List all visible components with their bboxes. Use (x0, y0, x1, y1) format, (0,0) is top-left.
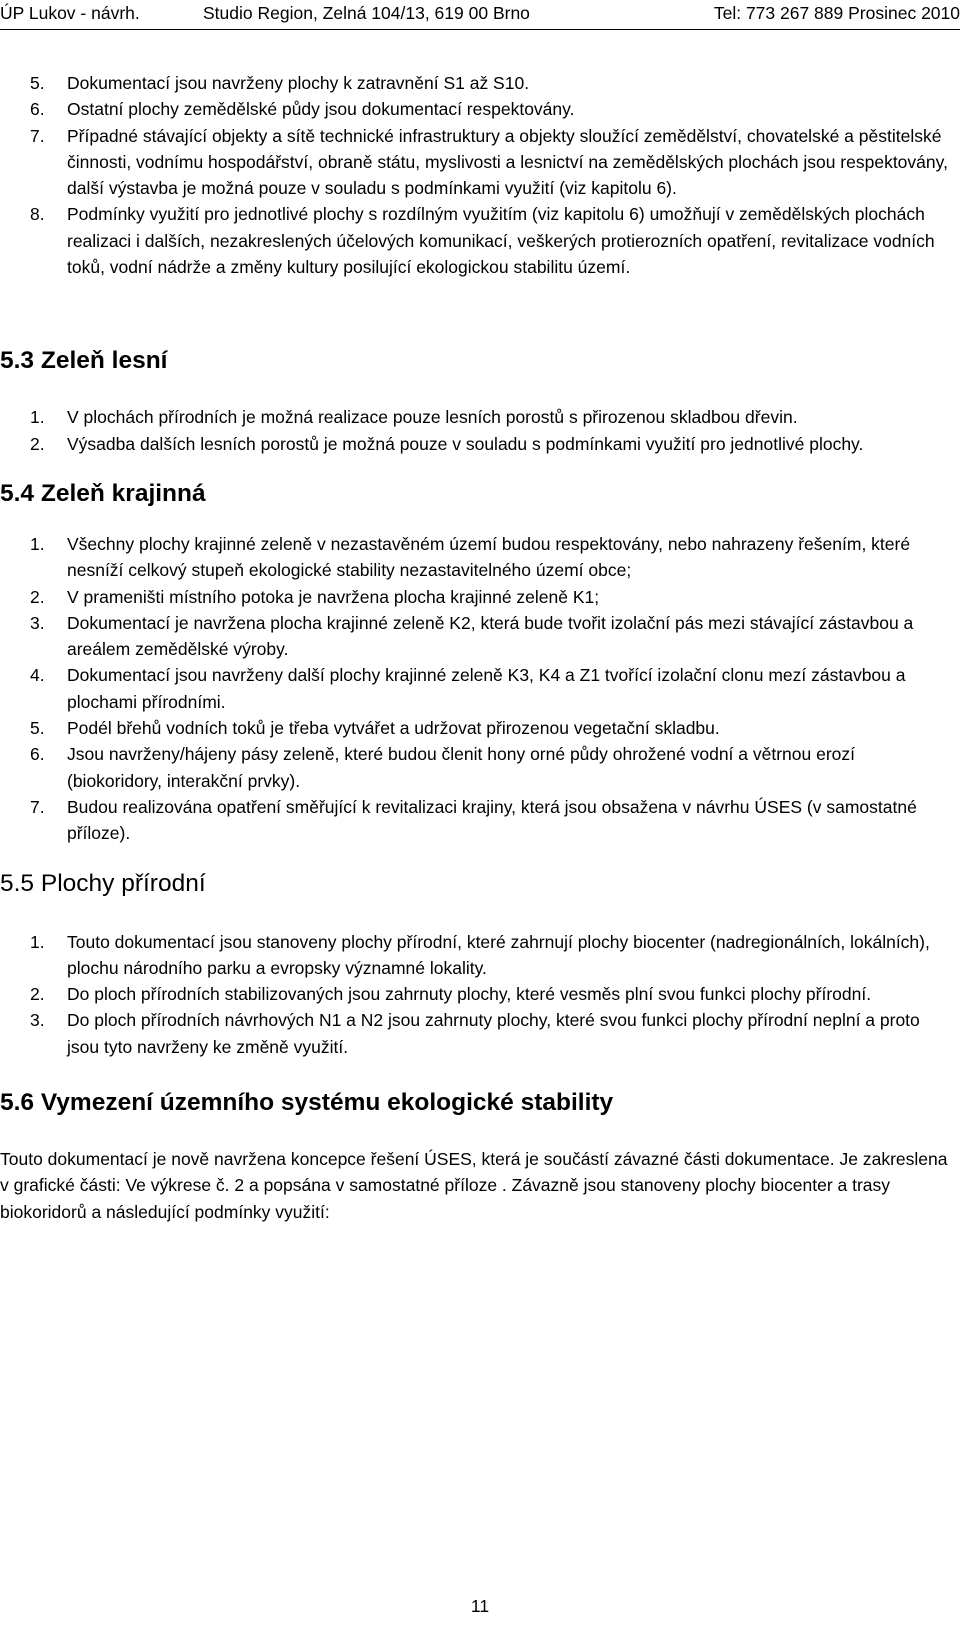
list-item: 1. Všechny plochy krajinné zeleně v nezastavěném území budou respektovány, nebo nahrazeny řešením, které nesníží celkový stupeň ekologické stability nezastavitelného území obce; (30, 533, 911, 581)
list-item: 3. Dokumentací je navržena plocha krajinné zeleně K2, která bude tvořit izolační pás mezi stávající zástavbou a areálem zemědělské výroby. (30, 612, 914, 660)
list-item: 5. Dokumentací jsou navrženy plochy k zatravnění S1 až S10. (30, 73, 530, 93)
list-item: 6. Jsou navrženy/hájeny pásy zeleně, které budou členit hony orné půdy ohrožené vodní a větrnou erozí (biokoridory, interakční prvky). (30, 744, 856, 791)
section-5-3-list (0, 404, 952, 457)
section-5-5-list (0, 929, 952, 1060)
header-center: Studio Region, Zelná 104/13, 619 00 Brno (203, 3, 530, 23)
header-left: ÚP Lukov - návrh. (0, 3, 140, 23)
section-5-4-heading: 5.4 Zeleň krajinná (0, 479, 206, 507)
list-item: 3. Do ploch přírodních návrhových N1 a N2 jsou zahrnuty plochy, které svou funkci plochy přírodní neplní a proto jsou tyto navrženy ke změně využití. (30, 1010, 920, 1057)
list-item: 5. Podél břehů vodních toků je třeba vytvářet a udržovat přirozenou vegetační skladbu. (30, 718, 720, 739)
section-5-5-heading: 5.5 Plochy přírodní (0, 869, 206, 897)
page-number: 11 (470, 1596, 490, 1616)
list-item: 2. V prameništi místního potoka je navržena plocha krajinné zeleně K1; (30, 586, 600, 607)
list-item: 7. Případné stávající objekty a sítě technické infrastruktury a objekty sloužící zemědělství, chovatelské a pěstitelské činnosti, vodnímu hospodářství, obraně státu, myslivosti a lesnictví na zemědělských plochách jsou respektovány, další výstavba je možná pouze v souladu s podmínkami využití (viz kapitolu 6). (30, 125, 948, 199)
list-item: 8. Podmínky využití pro jednotlivé plochy s rozdílným využitím (viz kapitolu 6) umožňují v zemědělských plochách realizaci i dalších, nezakreslených účelových komunikací, veškerých protierozních opatření, revitalizace vodních toků, vodní nádrže a změny kultury posilující ekologickou stabilitu území. (30, 204, 935, 278)
list-item: 6. Ostatní plochy zemědělské půdy jsou dokumentací respektovány. (30, 99, 575, 120)
page-header (0, 0, 960, 30)
list-item: 1. Touto dokumentací jsou stanoveny plochy přírodní, které zahrnují plochy biocenter (nadregionálních, lokálních), plochu národního parku a evropsky významné lokality. (30, 931, 930, 978)
header-rule (0, 29, 960, 30)
list-item: 7. Budou realizována opatření směřující k revitalizaci krajiny, která jsou obsažena v návrhu ÚSES (v samostatné příloze). (30, 796, 917, 844)
document-body (0, 70, 952, 1225)
section-5-6-paragraph: Touto dokumentací je nově navržena koncepce řešení ÚSES, která je součástí závazné části dokumentace. Je zakreslena v grafické části: Ve výkrese č. 2 a popsána v samostatné příloze . Závazně jsou stanoveny plochy biocenter a trasy biokoridorů a následující podmínky využití: (0, 1149, 948, 1222)
list-item: 1. V plochách přírodních je možná realizace pouze lesních porostů s přirozenou skladbou dřevin. (30, 407, 798, 428)
list-top (0, 70, 952, 280)
section-5-3-heading: 5.3 Zeleň lesní (0, 347, 168, 375)
list-item: 2. Výsadba dalších lesních porostů je možná pouze v souladu s podmínkami využití pro jednotlivé plochy. (30, 433, 864, 454)
header-right: Tel: 773 267 889 Prosinec 2010 (713, 3, 960, 23)
section-5-6-heading: 5.6 Vymezení územního systému ekologické stability (0, 1089, 614, 1117)
section-5-4-list (0, 531, 952, 847)
list-item: 2. Do ploch přírodních stabilizovaných jsou zahrnuty plochy, které vesměs plní svou funkci plochy přírodní. (30, 984, 872, 1005)
list-item: 4. Dokumentací jsou navrženy další plochy krajinné zeleně K3, K4 a Z1 tvořící izolační clonu mezí zástavbou a plochami přírodními. (30, 665, 906, 712)
